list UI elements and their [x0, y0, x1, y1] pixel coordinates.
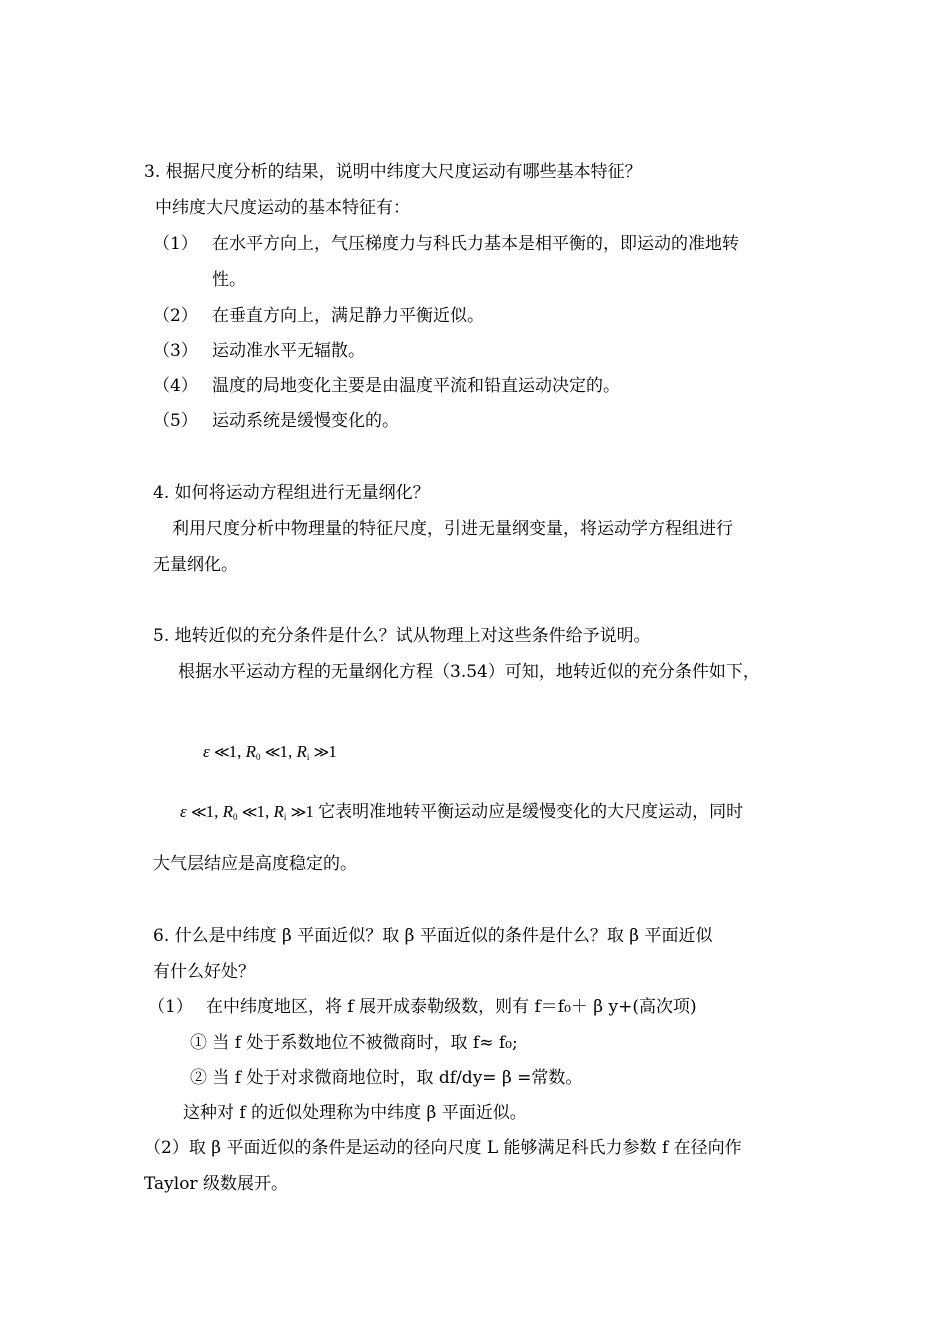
- q3-item-2-text: 在垂直方向上，满足静力平衡近似。: [212, 306, 484, 326]
- much-greater-symbol: ≫: [313, 745, 329, 761]
- formula-one: 1,: [228, 742, 242, 761]
- q6-part-1-case-a: ① 当 f 处于系数地位不被微商时，取 f≈ f₀;: [190, 1033, 518, 1053]
- rossby-symbol-inline: R: [222, 802, 234, 821]
- q5-title: 5. 地转近似的充分条件是什么？试从物理上对这些条件给予说明。: [153, 626, 651, 646]
- formula-end-one-inline: 1: [305, 802, 314, 821]
- q3-intro: 中纬度大尺度运动的基本特征有：: [155, 198, 410, 218]
- q4-title: 4. 如何将运动方程组进行无量纲化？: [153, 483, 430, 503]
- formula-one-2: 1,: [279, 742, 293, 761]
- formula-one-inline-2: 1,: [256, 802, 270, 821]
- q3-title: 3. 根据尺度分析的结果，说明中纬度大尺度运动有哪些基本特征？: [144, 162, 642, 182]
- rossby-subscript-inline: 0: [233, 812, 238, 822]
- q4-answer-line-2: 无量纲化。: [153, 555, 238, 575]
- q3-item-1-continuation: 性。: [212, 270, 246, 290]
- much-less-symbol-2: ≪: [264, 745, 280, 761]
- q6-part-1-text: 在中纬度地区，将 f 展开成泰勒级数，则有 f＝f₀＋ β y+(高次项): [206, 997, 697, 1017]
- q6-title-line-1: 6. 什么是中纬度 β 平面近似？取 β 平面近似的条件是什么？取 β 平面近似: [153, 926, 713, 946]
- q3-item-4-number: （4）: [153, 376, 198, 396]
- q5-answer-line-1: 根据水平运动方程的无量纲化方程（3.54）可知，地转近似的充分条件如下，: [178, 662, 760, 682]
- richardson-subscript: i: [306, 752, 310, 762]
- much-less-symbol-inline: ≪: [190, 805, 206, 821]
- q3-item-3-text: 运动准水平无辐散。: [212, 341, 365, 361]
- rossby-subscript: 0: [256, 752, 261, 762]
- rossby-symbol: R: [245, 742, 257, 761]
- q6-part-1-number: （1）: [148, 997, 193, 1017]
- much-less-symbol: ≪: [213, 745, 229, 761]
- epsilon-symbol: ε: [203, 742, 210, 761]
- q6-part-1-case-b: ② 当 f 处于对求微商地位时，取 df/dy= β =常数。: [190, 1068, 583, 1088]
- q5-answer-line-2: [180, 800, 743, 829]
- q3-item-5-number: （5）: [153, 411, 198, 431]
- formula-end-one: 1: [328, 742, 337, 761]
- much-less-symbol-inline-2: ≪: [241, 805, 257, 821]
- epsilon-symbol-inline: ε: [180, 802, 187, 821]
- q6-part-2-line-1: （2）取 β 平面近似的条件是运动的径向尺度 L 能够满足科氏力参数 f 在径向作: [144, 1138, 742, 1158]
- richardson-subscript-inline: i: [283, 812, 287, 822]
- q6-part-2-line-2: Taylor 级数展开。: [144, 1174, 288, 1194]
- q3-item-1-text: 在水平方向上，气压梯度力与科氏力基本是相平衡的，即运动的准地转: [212, 234, 739, 254]
- much-greater-symbol-inline: ≫: [290, 805, 306, 821]
- q5-formula-inline: [180, 802, 318, 821]
- q6-part-1-summary: 这种对 f 的近似处理称为中纬度 β 平面近似。: [183, 1103, 527, 1123]
- q5-answer-line-3: 大气层结应是高度稳定的。: [153, 854, 357, 874]
- q6-title-line-2: 有什么好处？: [153, 962, 255, 982]
- formula-one-inline: 1,: [205, 802, 219, 821]
- q5-formula-display: [203, 740, 337, 769]
- q3-item-3-number: （3）: [153, 341, 198, 361]
- q5-answer-line-2-text: 它表明准地转平衡运动应是缓慢变化的大尺度运动，同时: [318, 802, 744, 822]
- q4-answer-line-1: 利用尺度分析中物理量的特征尺度，引进无量纲变量，将运动学方程组进行: [172, 519, 733, 539]
- q3-item-4-text: 温度的局地变化主要是由温度平流和铅直运动决定的。: [212, 376, 620, 396]
- richardson-symbol-inline: R: [273, 802, 284, 821]
- q3-item-1-number: （1）: [153, 234, 198, 254]
- q3-item-2-number: （2）: [153, 306, 198, 326]
- q3-item-5-text: 运动系统是缓慢变化的。: [212, 411, 399, 431]
- richardson-symbol: R: [296, 742, 307, 761]
